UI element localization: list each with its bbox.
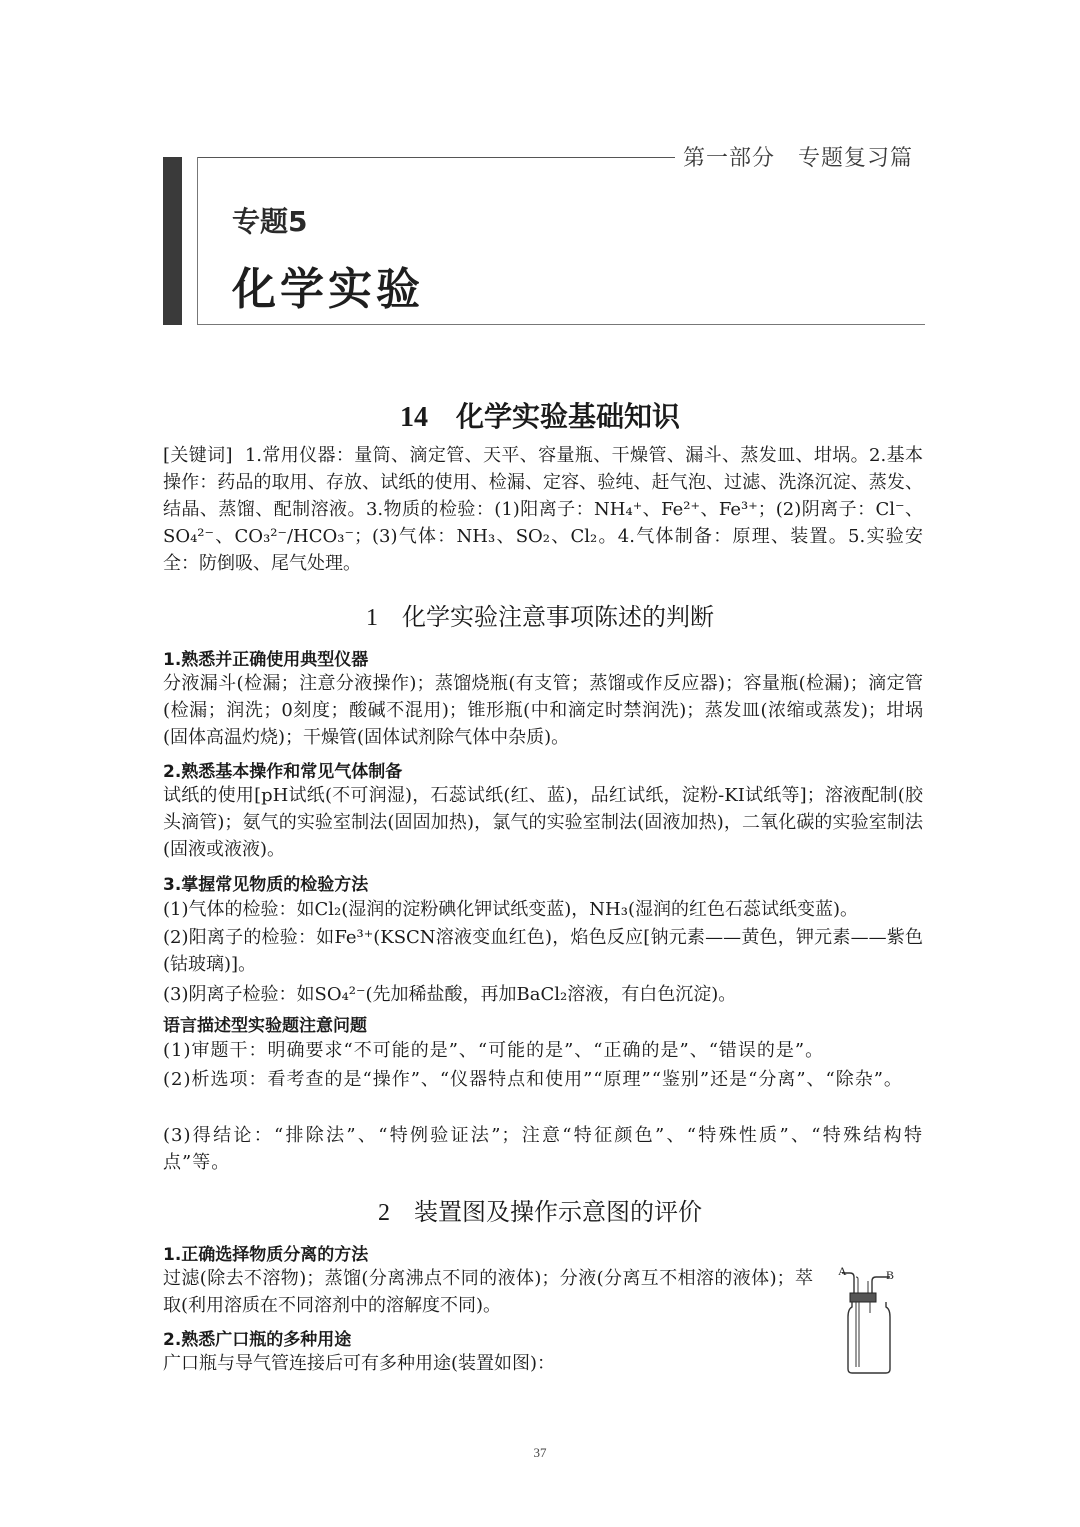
part1-sub3-line1: (1)气体的检验：如Cl₂(湿润的淀粉碘化钾试纸变蓝)，NH₃(湿润的红色石蕊试纸变蓝)。 <box>163 899 858 920</box>
page-number: 37 <box>533 1445 547 1460</box>
topic-title: 化学实验 <box>232 264 424 315</box>
bottle-body <box>848 1302 890 1373</box>
header-bottom-rule <box>197 324 925 325</box>
header-top-rule <box>197 157 675 158</box>
section-number: 14 <box>399 402 428 433</box>
part1-sub4-line3: (3)得结论：“排除法”、“特例验证法”；注意“特征颜色”、“特殊性质”、“特殊结构特点”等。 <box>163 1125 923 1173</box>
label-b: B <box>886 1268 895 1282</box>
part2-sub1-title: 1.正确选择物质分离的方法 <box>163 1245 369 1265</box>
part1-sub4-title: 语言描述型实验题注意问题 <box>163 1016 367 1036</box>
keywords-paragraph <box>163 442 923 577</box>
part1-sub2-title: 2.熟悉基本操作和常见气体制备 <box>163 762 403 782</box>
part1-title: 化学实验注意事项陈述的判断 <box>402 603 714 631</box>
wide-mouth-bottle-figure <box>820 1265 920 1380</box>
part1-sub4-line2: (2)析选项：看考查的是“操作”、“仪器特点和使用”“原理”“鉴别”还是“分离”、“除杂”。 <box>163 1069 903 1090</box>
part2-heading <box>0 1192 1080 1227</box>
section-title-text: 化学实验基础知识 <box>455 400 680 433</box>
part2-sub2-text: 广口瓶与导气管连接后可有多种用途(装置如图)： <box>163 1353 556 1374</box>
label-a: A <box>838 1265 847 1278</box>
part2-number: 2 <box>378 1200 390 1226</box>
part1-number: 1 <box>366 605 378 631</box>
part1-sub3-line2: (2)阳离子的检验：如Fe³⁺(KSCN溶液变血红色)，焰色反应[钠元素——黄色，钾元素——紫色(钴玻璃)]。 <box>163 927 923 975</box>
part2-sub1-text: 过滤(除去不溶物)；蒸馏(分离沸点不同的液体)；分液(分离互不相溶的液体)；萃取(利用溶质在不同溶剂中的溶解度不同)。 <box>163 1268 813 1316</box>
header-left-rule <box>197 157 198 325</box>
part-label: 第一部分 专题复习篇 <box>683 146 914 171</box>
part1-heading <box>0 597 1080 632</box>
stopper <box>850 1293 876 1302</box>
part1-sub4-line1: (1)审题干：明确要求“不可能的是”、“可能的是”、“正确的是”、“错误的是”。 <box>163 1040 825 1061</box>
part1-sub3-title: 3.掌握常见物质的检验方法 <box>163 875 369 895</box>
part1-sub2-text: 试纸的使用[pH试纸(不可润湿)，石蕊试纸(红、蓝)，品红试纸，淀粉-KI试纸等]；溶液配制(胶头滴管)；氨气的实验室制法(固固加热)，氯气的实验室制法(固液加热)，二氧化碳的实验室制法(固液或液液)。 <box>163 785 923 860</box>
keywords-text: 1.常用仪器：量筒、滴定管、天平、容量瓶、干燥管、漏斗、蒸发皿、坩埚。2.基本操作：药品的取用、存放、试纸的使用、检漏、定容、验纯、赶气泡、过滤、洗涤沉淀、蒸发、结晶、蒸馏、配制溶液。3.物质的检验：(1)阳离子：NH₄⁺、Fe²⁺、Fe³⁺；(2)阴离子：Cl⁻、SO₄²⁻、CO₃²⁻/HCO₃⁻；(3)气体：NH₃、SO₂、Cl₂。4.气体制备：原理、装置。5.实验安全：防倒吸、尾气处理。 <box>163 445 923 574</box>
part1-sub1-title: 1.熟悉并正确使用典型仪器 <box>163 650 369 670</box>
part2-title: 装置图及操作示意图的评价 <box>414 1198 702 1226</box>
part2-sub2-title: 2.熟悉广口瓶的多种用途 <box>163 1330 352 1350</box>
topic-number: 专题5 <box>232 205 308 238</box>
section-title <box>0 395 1080 435</box>
part1-sub1-text: 分液漏斗(检漏；注意分液操作)；蒸馏烧瓶(有支管；蒸馏或作反应器)；容量瓶(检漏)；滴定管(检漏；润洗；0刻度；酸碱不混用)；锥形瓶(中和滴定时禁润洗)；蒸发皿(浓缩或蒸发)；坩埚(固体高温灼烧)；干燥管(固体试剂除气体中杂质)。 <box>163 673 923 748</box>
part1-sub3-line3: (3)阴离子检验：如SO₄²⁻(先加稀盐酸，再加BaCl₂溶液，有白色沉淀)。 <box>163 984 737 1005</box>
topic-side-bar <box>163 157 182 325</box>
keywords-label: [关键词] <box>163 445 233 466</box>
